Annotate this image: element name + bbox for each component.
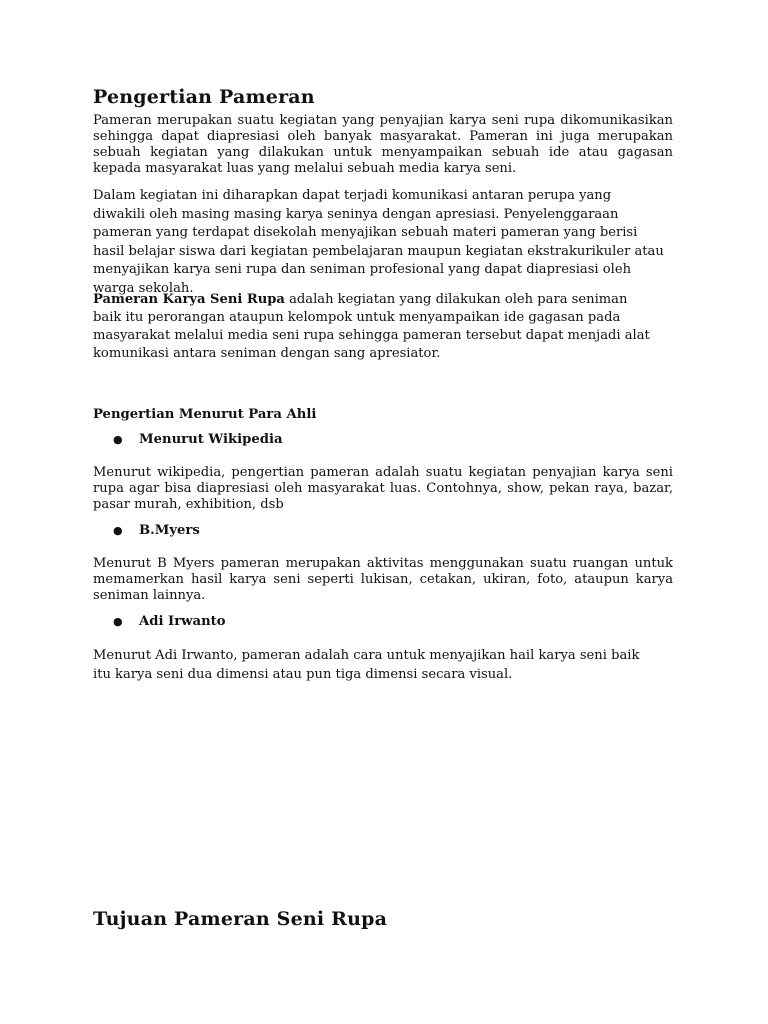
bullet-icon: ●: [113, 524, 123, 537]
paragraph-adi-irwanto: Menurut Adi Irwanto, pameran adalah cara untuk menyajikan hail karya seni baik itu karya seni dua dimensi atau pun tiga dimensi secara visual.: [93, 648, 640, 682]
bullet-label-wikipedia: Menurut Wikipedia: [139, 432, 283, 447]
bullet-label-adi-irwanto: Adi Irwanto: [139, 614, 226, 629]
bullet-icon: ●: [113, 433, 123, 446]
section-title-tujuan-pameran: Tujuan Pameran Seni Rupa: [93, 908, 388, 930]
paragraph-definition: Pameran merupakan suatu kegiatan yang penyajian karya seni rupa dikomunikasikan sehingga dapat diapresiasi oleh banyak masyarakat. Pameran ini juga merupakan sebuah kegiatan yang dilakukan untuk menyampaikan sebuah ide atau gagasan kepada masyarakat luas yang melalui sebuah media karya seni.: [93, 113, 673, 176]
paragraph-wikipedia: Menurut wikipedia, pengertian pameran adalah suatu kegiatan penyajian karya seni rupa agar bisa diapresiasi oleh masyarakat luas. Contohnya, show, pekan raya, bazar, pasar murah, exhibition, dsb: [93, 465, 673, 512]
bullet-item-adi-irwanto: [113, 614, 226, 629]
paragraph-bmyers: Menurut B Myers pameran merupakan aktivitas menggunakan suatu ruangan untuk memamerkan hasil karya seni seperti lukisan, cetakan, ukiran, foto, ataupun karya seniman lainnya.: [93, 556, 673, 603]
subheading-experts: Pengertian Menurut Para Ahli: [93, 407, 317, 422]
bullet-item-bmyers: [113, 523, 200, 538]
bullet-item-wikipedia: [113, 432, 283, 447]
paragraph-art-exhibition: [93, 291, 658, 363]
paragraph-art-exhibition-rest: adalah kegiatan yang dilakukan oleh para seniman baik itu perorangan ataupun kelompok untuk menyampaikan ide gagasan pada masyarakat melalui media seni rupa sehingga pameran tersebut dapat menjadi alat komunikasi antara seniman dengan sang apresiator.: [93, 292, 650, 361]
bullet-icon: ●: [113, 615, 123, 628]
bold-term-pameran-karya-seni-rupa: Pameran Karya Seni Rupa: [93, 292, 285, 307]
paragraph-school-exhibition: Dalam kegiatan ini diharapkan dapat terjadi komunikasi antaran perupa yang diwakili oleh masing masing karya seninya dengan apresiasi. Penyelenggaraan pameran yang terdapat disekolah menyajikan sebuah materi pameran yang berisi hasil belajar siswa dari kegiatan pembelajaran maupun kegiatan ekstrakurikuler atau menyajikan karya seni rupa dan seniman profesional yang dapat diapresiasi oleh warga sekolah.: [93, 188, 664, 296]
section-title-pengertian-pameran: Pengertian Pameran: [93, 86, 315, 108]
bullet-label-bmyers: B.Myers: [139, 523, 200, 538]
